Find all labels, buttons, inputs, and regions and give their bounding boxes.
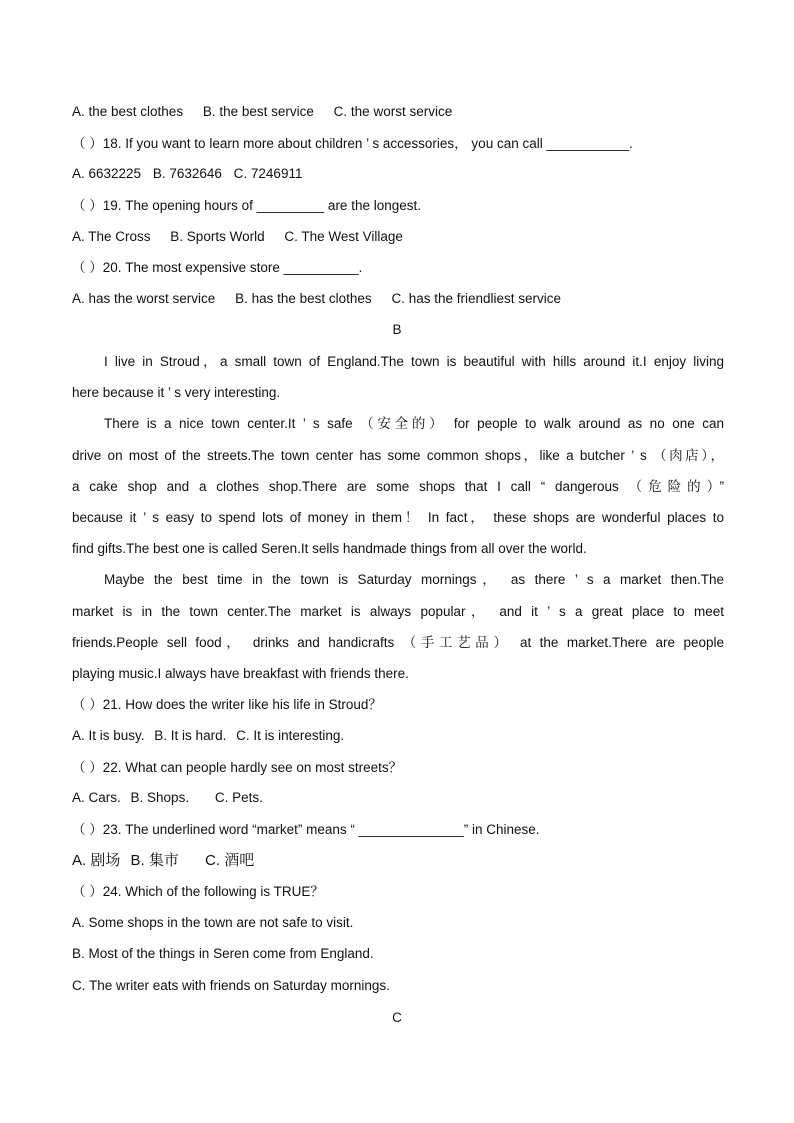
q24-stem: （ ）24. Which of the following is TRUE？	[72, 884, 324, 899]
q22-option-a: A. Cars.	[72, 790, 121, 805]
q19-option-c: C. The West Village	[284, 229, 403, 244]
q23-stem: （ ）23. The underlined word “market” means “ ______________” in Chinese.	[72, 822, 540, 837]
section-b-heading: B	[392, 322, 402, 337]
q20-option-b: B. has the best clothes	[235, 291, 372, 306]
q17-options	[72, 103, 724, 121]
q20-options	[72, 290, 724, 308]
q21-option-a: A. It is busy.	[72, 728, 145, 743]
passage-b-line: find gifts.The best one is called Seren.It sells handmade things from all over the world.	[72, 541, 587, 556]
q19-stem: （ ）19. The opening hours of _________ are the longest.	[72, 198, 421, 213]
passage-b-line: There is a nice town center.It ’ s safe （安全的） for people to walk around as no one can	[104, 416, 724, 431]
q24-option-b: B. Most of the things in Seren come from England.	[72, 946, 374, 961]
q22-options	[72, 789, 724, 807]
passage-b-line: a cake shop and a clothes shop.There are some shops that I call “ dangerous （危险的）”	[72, 479, 724, 494]
q23-option-b: B. 集市	[130, 852, 179, 869]
q22-option-b: B. Shops.	[130, 790, 190, 805]
q20-option-c: C. has the friendliest service	[391, 291, 562, 306]
q18-option-c: C. 7246911	[233, 166, 303, 181]
q17-option-b: B. the best service	[202, 104, 314, 119]
passage-b-line: here because it ’ s very interesting.	[72, 385, 281, 400]
q24-option-a: A. Some shops in the town are not safe to visit.	[72, 915, 354, 930]
q20-option-a: A. has the worst service	[72, 291, 216, 306]
passage-b-line: friends.People sell food， drinks and handicrafts （手工艺品） at the market.There are people	[72, 635, 724, 650]
q17-option-c: C. the worst service	[333, 104, 453, 119]
q22-option-c: C. Pets.	[214, 790, 263, 805]
passage-b-line: playing music.I always have breakfast with friends there.	[72, 666, 409, 681]
q18-stem: （ ）18. If you want to learn more about children ’ s accessories， you can call ___________.	[72, 136, 633, 151]
q18-option-a: A. 6632225	[72, 166, 142, 181]
q23-options	[72, 852, 724, 870]
passage-b-line: because it ’ s easy to spend lots of money in them！ In fact， these shops are wonderful places to	[72, 510, 724, 525]
q21-option-b: B. It is hard.	[154, 728, 227, 743]
passage-b-line: drive on most of the streets.The town center has some common shops，like a butcher ’ s （肉店），	[72, 448, 724, 463]
q22-stem: （ ）22. What can people hardly see on most streets？	[72, 760, 403, 775]
q19-options	[72, 228, 724, 246]
q23-option-a: A. 剧场	[72, 852, 121, 869]
q17-option-a: A. the best clothes	[72, 104, 184, 119]
passage-b-line: market is in the town center.The market is always popular， and it ’ s a great place to meet	[72, 604, 724, 619]
q21-option-c: C. It is interesting.	[236, 728, 345, 743]
q24-option-c: C. The writer eats with friends on Saturday mornings.	[72, 978, 390, 993]
q20-stem: （ ）20. The most expensive store __________.	[72, 260, 363, 275]
q18-option-b: B. 7632646	[152, 166, 222, 181]
passage-b-line: Maybe the best time in the town is Saturday mornings， as there ’ s a market then.The	[104, 572, 724, 587]
passage-b-line: I live in Stroud，a small town of England.The town is beautiful with hills around it.I enjoy living	[104, 354, 724, 369]
q21-options	[72, 727, 724, 745]
q21-stem: （ ）21. How does the writer like his life in Stroud？	[72, 697, 382, 712]
section-c-heading: C	[392, 1010, 402, 1025]
q19-option-a: A. The Cross	[72, 229, 151, 244]
q18-options	[72, 165, 724, 183]
q19-option-b: B. Sports World	[170, 229, 265, 244]
q23-option-c: C. 酒吧	[205, 852, 255, 869]
